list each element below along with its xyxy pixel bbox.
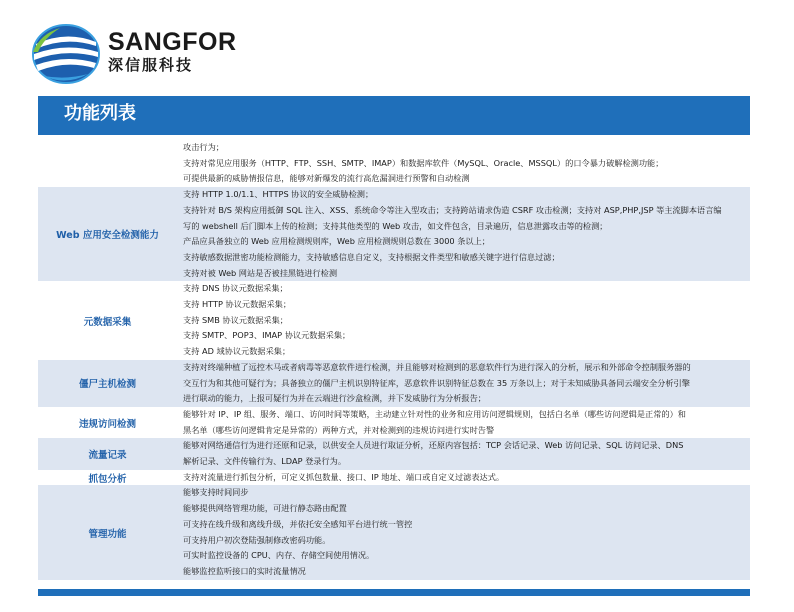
feature-label: 管理功能 <box>88 528 127 540</box>
feature-label: 违规访问检测 <box>78 418 136 430</box>
section-title: 功能列表 <box>64 103 136 124</box>
feature-description <box>177 438 750 469</box>
description-line: 支持 AD 域协议元数据采集； <box>183 346 291 357</box>
feature-description <box>177 485 750 579</box>
brand-name-cn: 深信服科技 <box>108 56 194 74</box>
description-line: 可支持用户初次登陆强制修改密码功能。 <box>183 534 331 545</box>
feature-description <box>177 470 750 486</box>
feature-label: 抓包分析 <box>88 473 127 485</box>
description-line: 可实时监控设备的 CPU、内存、存储空间使用情况。 <box>183 550 375 561</box>
description-line: 支持对被 Web 网站是否被挂黑链进行检测 <box>183 267 338 278</box>
description-line: 进行联动的能力，上报可疑行为并在云端进行沙盒检测，并下发威胁行为分析报告； <box>183 393 486 404</box>
description-line: 能够支持时间同步 <box>183 487 249 498</box>
feature-label: 元数据采集 <box>83 316 132 328</box>
feature-row <box>38 140 750 187</box>
feature-row <box>38 438 750 469</box>
feature-description <box>177 360 750 407</box>
bottom-bar <box>38 589 750 596</box>
description-line: 支持 SMB 协议元数据采集； <box>183 314 288 325</box>
description-line: 可提供最新的威胁情报信息，能够对新爆发的流行高危漏洞进行预警和自动检测 <box>183 173 470 184</box>
description-line: 交互行为和其他可疑行为；具备独立的僵尸主机识别特征库，恶意软件识别特征总数在 35 万条以上；对于未知威胁具备同云端安全分析引擎 <box>183 377 690 388</box>
feature-table <box>38 140 750 580</box>
sangfor-logo-icon <box>30 22 102 86</box>
description-line: 能够提供网络管理功能，可进行静态路由配置 <box>183 503 347 514</box>
feature-row <box>38 360 750 407</box>
feature-label: 僵尸主机检测 <box>78 379 136 391</box>
feature-row <box>38 407 750 438</box>
description-line: 产品应具备独立的 Web 应用检测规则库，Web 应用检测规则总数在 3000 条以上； <box>183 236 490 247</box>
description-line: 支持对流量进行抓包分析，可定义抓包数量、接口、IP 地址、端口或自定义过滤表达式。 <box>183 471 505 482</box>
description-line: 写的 webshell 后门脚本上传的检测；支持其他类型的 Web 攻击，如文件包含，目录遍历，信息泄露攻击等的检测； <box>183 220 608 231</box>
feature-description <box>177 140 750 187</box>
description-line: 黑名单（哪些访问逻辑肯定是异常的）两种方式，并对检测到的违规访问进行实时告警 <box>183 424 495 435</box>
feature-row <box>38 470 750 486</box>
feature-row <box>38 281 750 360</box>
description-line: 支持 HTTP 1.0/1.1、HTTPS 协议的安全威胁检测； <box>183 189 374 200</box>
brand-name-en: SANGFOR <box>108 28 237 56</box>
description-line: 支持 HTTP 协议元数据采集； <box>183 299 292 310</box>
feature-label <box>38 140 177 187</box>
description-line: 支持 SMTP、POP3、IMAP 协议元数据采集； <box>183 330 351 341</box>
feature-description <box>177 187 750 281</box>
description-line: 解析记录、文件传输行为、LDAP 登录行为。 <box>183 456 347 467</box>
description-line: 支持敏感数据泄密功能检测能力，支持敏感信息自定义，支持根据文件类型和敏感关键字进行信息过滤； <box>183 251 560 262</box>
description-line: 可支持在线升级和离线升级，并依托安全感知平台进行统一管控 <box>183 518 413 529</box>
description-line: 支持针对 B/S 架构应用抵御 SQL 注入、XSS、系统命令等注入型攻击；支持跨站请求伪造 CSRF 攻击检测；支持对 ASP,PHP,JSP 等主流脚本语言编 <box>183 204 722 215</box>
description-line: 支持 DNS 协议元数据采集； <box>183 283 288 294</box>
description-line: 能够对网络通信行为进行还原和记录，以供安全人员进行取证分析，还原内容包括：TCP 会话记录、Web 访问记录、SQL 访问记录、DNS <box>183 440 684 451</box>
description-line: 攻击行为； <box>183 142 224 152</box>
feature-row <box>38 187 750 281</box>
description-line: 支持对终端种植了远控木马或者病毒等恶意软件进行检测，并且能够对检测到的恶意软件行为进行深入的分析，展示和外部命令控制服务器的 <box>183 361 691 372</box>
section-banner <box>38 96 750 135</box>
feature-description <box>177 281 750 360</box>
description-line: 能够监控监听接口的实时流量情况 <box>183 565 306 576</box>
feature-description <box>177 407 750 438</box>
description-line: 能够针对 IP、IP 组、服务、端口、访问时间等策略，主动建立针对性的业务和应用访问逻辑规则，包括白名单（哪些访问逻辑是正常的）和 <box>183 408 686 419</box>
feature-row <box>38 485 750 579</box>
description-line: 支持对常见应用服务（HTTP、FTP、SSH、SMTP、IMAP）和数据库软件（MySQL、Oracle、MSSQL）的口令暴力破解检测功能； <box>183 157 664 168</box>
feature-label: 流量记录 <box>88 450 127 462</box>
feature-label: Web 应用安全检测能力 <box>56 230 159 242</box>
